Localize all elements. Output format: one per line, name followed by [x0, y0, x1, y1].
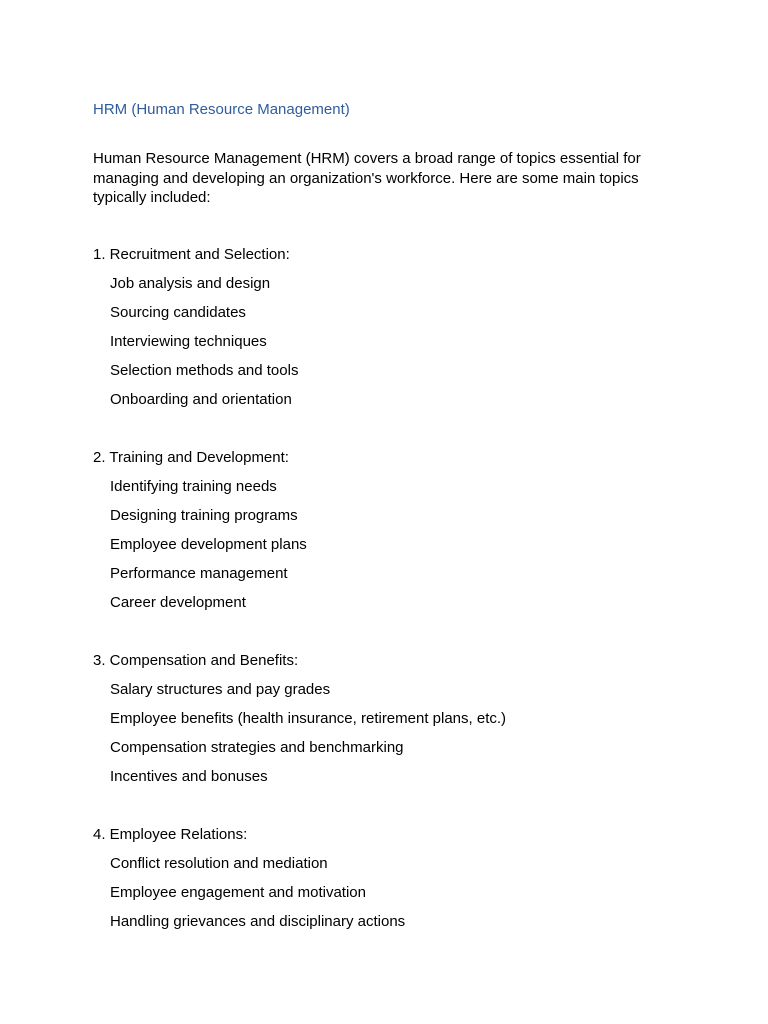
- list-item: Handling grievances and disciplinary actions: [110, 913, 406, 930]
- list-item: Incentives and bonuses: [110, 768, 268, 785]
- list-item: Interviewing techniques: [110, 333, 267, 350]
- intro-line: typically included:: [93, 189, 211, 206]
- list-item: Conflict resolution and mediation: [110, 855, 328, 872]
- list-item: Performance management: [110, 565, 288, 582]
- list-item: Employee engagement and motivation: [110, 884, 366, 901]
- list-item: Selection methods and tools: [110, 362, 299, 379]
- section-heading-employee-relations: 4. Employee Relations:: [93, 826, 248, 843]
- list-item: Salary structures and pay grades: [110, 681, 331, 698]
- list-item: Employee development plans: [110, 536, 307, 553]
- list-item: Identifying training needs: [110, 478, 277, 495]
- section-heading-compensation: 3. Compensation and Benefits:: [93, 652, 299, 669]
- list-item: Designing training programs: [110, 507, 298, 524]
- list-item: Onboarding and orientation: [110, 391, 292, 408]
- list-item: Career development: [110, 594, 246, 611]
- document-title: HRM (Human Resource Management): [93, 101, 350, 118]
- list-item: Job analysis and design: [110, 275, 271, 292]
- section-heading-recruitment: 1. Recruitment and Selection:: [93, 246, 290, 263]
- intro-line: managing and developing an organization's workforce. Here are some main topics: [93, 169, 639, 187]
- intro-paragraph: [93, 149, 693, 208]
- list-item: Sourcing candidates: [110, 304, 246, 321]
- intro-line: Human Resource Management (HRM) covers a broad range of topics essential for: [93, 150, 641, 167]
- list-item: Employee benefits (health insurance, retirement plans, etc.): [110, 710, 507, 727]
- section-heading-training: 2. Training and Development:: [93, 449, 289, 466]
- list-item: Compensation strategies and benchmarking: [110, 739, 404, 756]
